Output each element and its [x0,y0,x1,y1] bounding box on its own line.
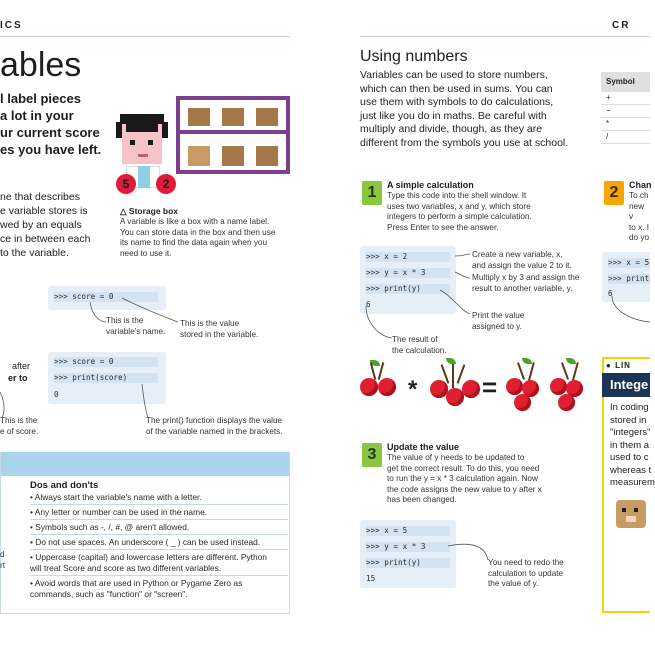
code-line: >>> print(y) [366,558,421,567]
code-line: >>> print(score) [54,373,128,382]
linking-tag: ● LIN [606,361,631,370]
right-intro: Variables can be used to store numbers, which can then be used in sums. You can use them with symbols to do calculations, just like you do in maths. Be careful with multiply and divide, though, as they are different from the symbols you use at school. [360,69,569,149]
section-heading: Using numbers [360,48,468,65]
step-1-title: A simple calculation [387,180,474,190]
dos-item: • Do not use spaces. An underscore ( _ ) can be used instead. [30,537,261,547]
intro-bold: l label pieces a lot in your ur current score es you have left. [0,91,102,157]
linking-text: In coding stored in "integers" in them a used to c whereas t measurem [610,402,655,488]
ball-two: 2 [156,174,176,194]
symbol-table-header: Symbol [601,72,650,92]
annotation-result: The result of the calculation. [392,335,447,355]
step-2-text: To ch new v to x. I do yo [629,191,650,242]
storage-box-title: △ Storage box [120,206,179,216]
multiply-symbol: * [408,376,418,403]
code-output: 0 [54,390,59,399]
page-title: ables [0,46,82,84]
symbol-row: − [601,105,650,118]
code-line: >>> x = 5 [608,258,650,267]
side-fragment-c: d rt [0,550,6,570]
code-line: >>> score = 0 [54,292,114,301]
dos-item: • Avoid words that are used in Python or Pygame Zero as commands, such as "function" or "screen". [30,578,243,599]
code-line: >>> y = x * 3 [366,268,426,277]
step-number-2: 2 [604,181,624,205]
step-number-1: 1 [362,181,382,205]
code-line: >>> score = 0 [54,357,114,366]
step-2-title: Chan [629,180,652,190]
code-output: 15 [366,574,376,583]
step-1-text: Type this code into the shell window. It uses two variables, x and y, which store integers to perform a simple calculation. Press Enter to see the answer. [387,191,532,232]
symbol-row: * [601,118,650,131]
code-line: >>> print [608,274,650,283]
annotation-create-x: Create a new variable, x, and assign the value 2 to it. [472,250,572,270]
section-label-left: ICS [0,20,23,31]
annotation-redo: You need to redo the calculation to update the value of y. [488,558,564,588]
dos-item: • Uppercase (capital) and lowercase letters are different. Python will treat Score and score as two different variables. [30,552,267,573]
code-output: 6 [608,289,613,298]
annotation-variable-name: This is the variable's name. [106,316,166,336]
dos-donts-title: Dos and don'ts [30,480,99,491]
annotation-print-function: The print() function displays the value of the variable named in the brackets. [146,416,283,436]
code-line: >>> x = 2 [366,252,408,261]
ball-five: 5 [116,174,136,194]
symbol-row: / [601,131,650,144]
step-3-title: Update the value [387,442,460,452]
code-line: >>> y = x * 3 [366,542,426,551]
code-line: >>> x = 5 [366,526,408,535]
code-output: 6 [366,300,371,309]
body-paragraph: ne that describes e variable stores is wed by an equals ce in between each to the variable. [0,191,91,259]
annotation-multiply: Multiply x by 3 and assign the result to another variable, y. [472,273,580,293]
step-3-text: The value of y needs to be updated to get the correct result. To do this, you need to run the y = x * 3 calculation again. Now the code assigns the new value to y after x has been changed. [387,453,542,504]
symbol-row: + [601,92,650,105]
dos-item: • Any letter or number can be used in the name. [30,507,208,517]
equals-symbol: = [482,372,498,402]
dos-item: • Always start the variable's name with a letter. [30,492,202,502]
linking-title: Intege [610,377,649,392]
dos-item: • Symbols such as -, /, #, @ aren't allowed. [30,522,190,532]
code-line: >>> print(y) [366,284,421,293]
side-fragment-a: after er to [8,361,31,383]
step-number-3: 3 [362,443,382,467]
annotation-print-y: Print the value assigned to y. [472,311,525,331]
section-label-right: CR [612,20,631,31]
storage-box-caption: A variable is like a box with a name label. You can store data in the box and then use its name to find the data again when you need to use it. [120,217,276,258]
annotation-stored-value: This is the value stored in the variable. [180,319,259,339]
side-fragment-b: This is the e of score. [0,416,39,436]
